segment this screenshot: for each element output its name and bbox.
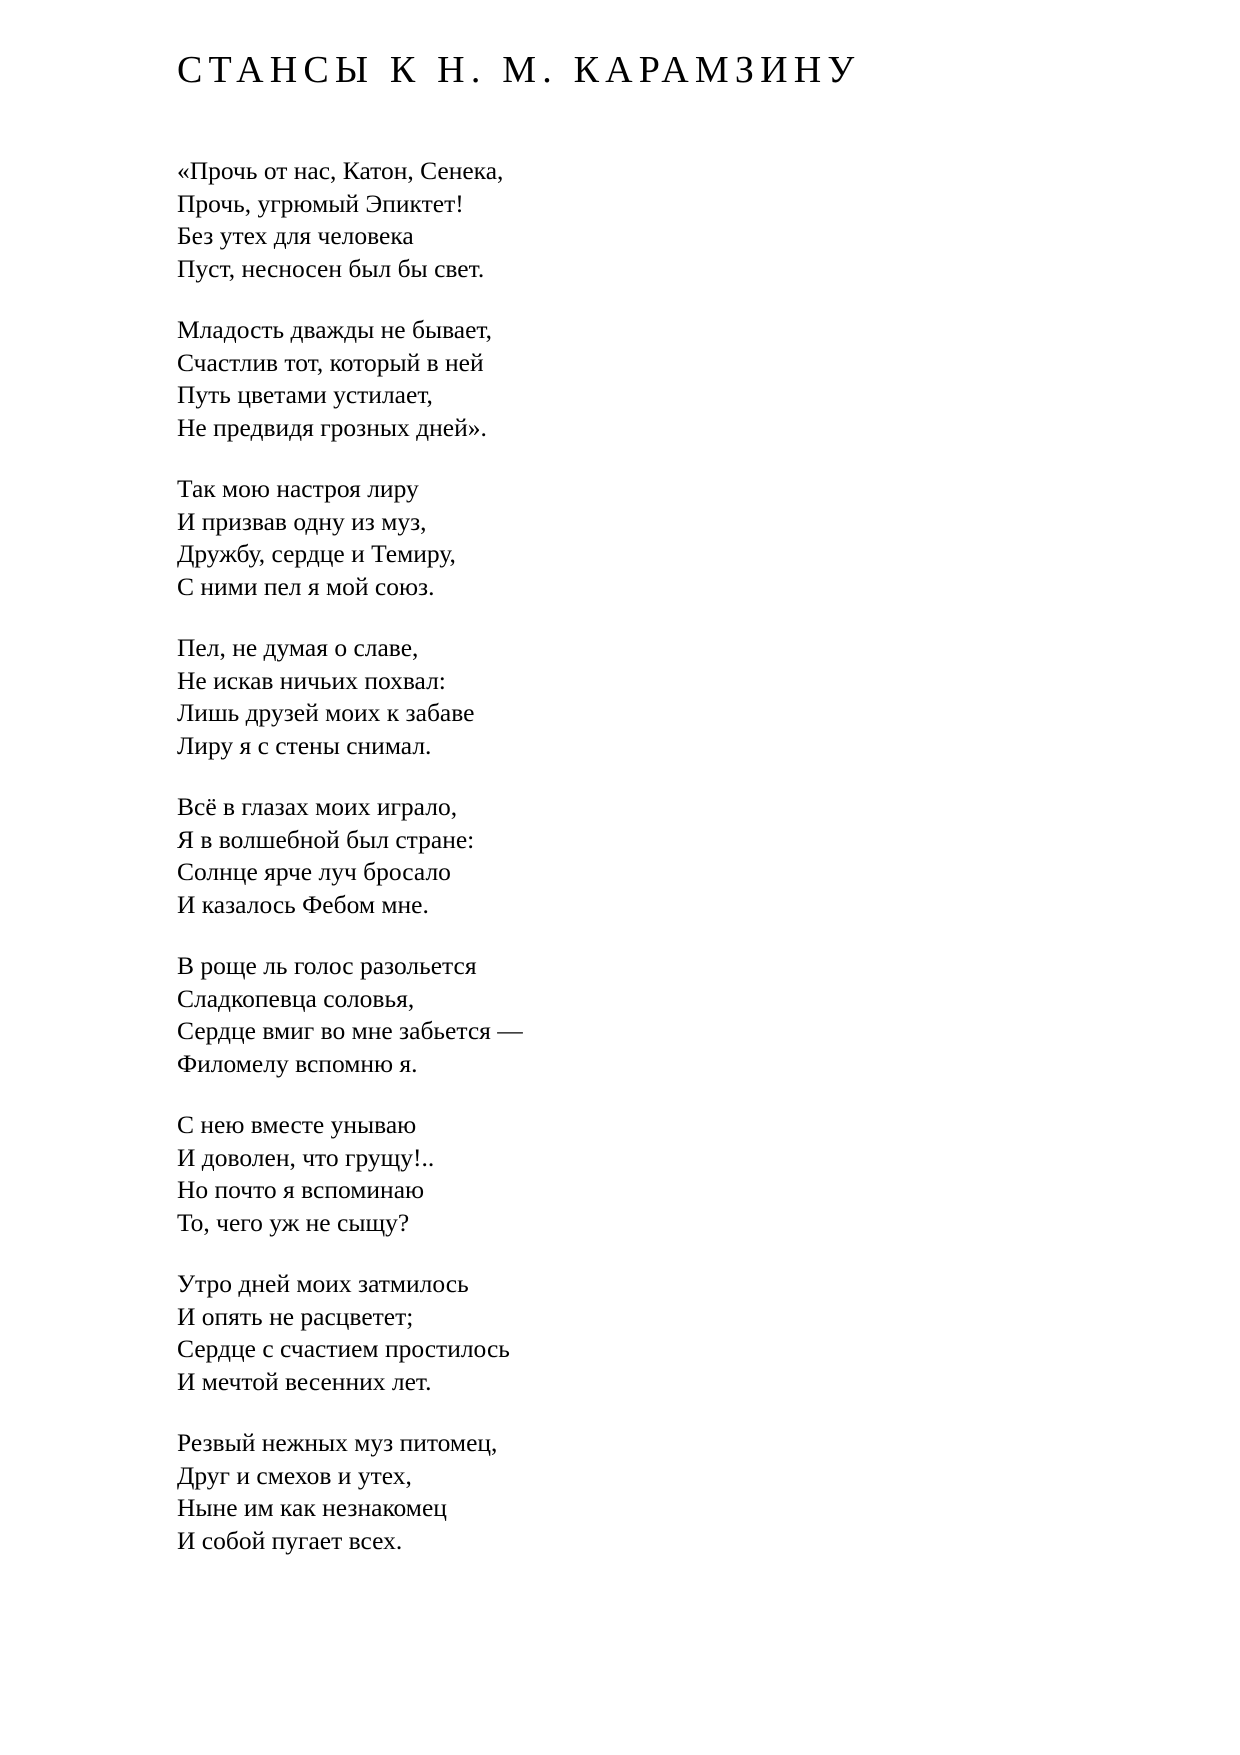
poem-line: И призвав одну из муз,: [177, 506, 427, 536]
poem-line: Но почто я вспоминаю: [177, 1175, 425, 1204]
stanza-6: [177, 950, 1177, 1109]
poem-line: Прочь, угрюмый Эпиктет!: [177, 188, 464, 218]
poem-line: Лишь друзей моих к забаве: [177, 698, 475, 727]
stanza-3: [177, 473, 1177, 632]
poem-line: Сердце с счастием простилось: [177, 1334, 510, 1363]
poem-line: Лиру я с стены снимал.: [177, 730, 432, 760]
stanza-8: [177, 1268, 1177, 1427]
poem-line: Счастлив тот, который в ней: [177, 347, 484, 377]
poem-line: И доволен, что грущу!..: [177, 1142, 435, 1172]
poem-line: Ныне им как незнакомец: [177, 1493, 447, 1522]
poem-line: Сладкопевца соловья,: [177, 983, 415, 1013]
poem-line: То, чего уж не сыщу?: [177, 1207, 410, 1237]
poem-line: И собой пугает всех.: [177, 1525, 403, 1555]
stanza-2: [177, 314, 1177, 473]
poem-title: СТАНСЫ К Н. М. КАРАМЗИНУ: [177, 49, 861, 91]
poem-line: Пуст, несносен был бы свет.: [177, 253, 485, 283]
poem-line: Пел, не думая о славе,: [177, 633, 419, 662]
poem-line: Друг и смехов и утех,: [177, 1460, 412, 1490]
stanza-4: [177, 632, 1177, 791]
poem-line: И опять не расцветет;: [177, 1301, 414, 1331]
poem-line: Путь цветами устилает,: [177, 380, 433, 409]
poem-line: Младость дважды не бывает,: [177, 315, 493, 344]
poem-line: С нею вместе унываю: [177, 1110, 417, 1139]
stanza-7: [177, 1109, 1177, 1268]
poem-line: В роще ль голос разольется: [177, 951, 477, 980]
poem-line: «Прочь от нас, Катон, Сенека,: [177, 156, 504, 185]
poem-line: Не искав ничьих похвал:: [177, 665, 446, 695]
poem-line: Не предвидя грозных дней».: [177, 412, 487, 442]
poem-line: Я в волшебной был стране:: [177, 824, 475, 854]
poem-line: Сердце вмиг во мне забьется —: [177, 1016, 523, 1045]
stanza-9: [177, 1427, 1177, 1586]
poem-line: С ними пел я мой союз.: [177, 571, 435, 601]
poem-line: Без утех для человека: [177, 221, 414, 250]
poem-line: Филомелу вспомню я.: [177, 1048, 418, 1078]
poem-line: Солнце ярче луч бросало: [177, 857, 451, 886]
poem-line: Так мою настроя лиру: [177, 474, 419, 503]
poem-line: Дружбу, сердце и Темиру,: [177, 539, 456, 568]
poem-line: Утро дней моих затмилось: [177, 1269, 469, 1298]
poem-line: Резвый нежных муз питомец,: [177, 1428, 498, 1457]
poem-line: Всё в глазах моих играло,: [177, 792, 458, 821]
poem-body: [177, 155, 1177, 1586]
poem-line: И мечтой весенних лет.: [177, 1366, 432, 1396]
poem-line: И казалось Фебом мне.: [177, 889, 429, 919]
stanza-5: [177, 791, 1177, 950]
stanza-1: [177, 155, 1177, 314]
